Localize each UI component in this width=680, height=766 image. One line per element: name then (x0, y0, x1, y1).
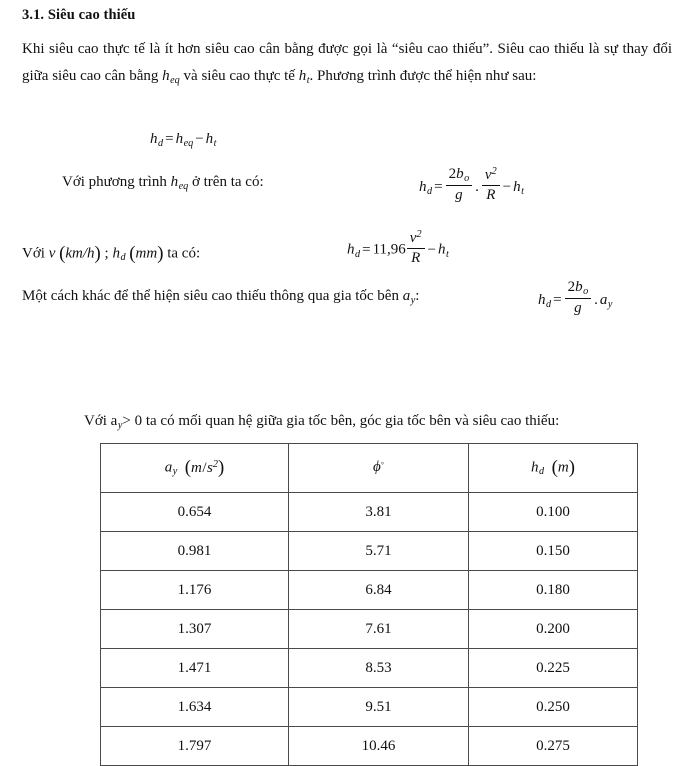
inline-math-a-y (403, 288, 416, 306)
paren-open: ( (551, 457, 558, 478)
eq2-frac1-sub-o: o (464, 172, 470, 184)
eq2-minus: − (502, 178, 512, 195)
table-header-row (101, 444, 638, 493)
voi-v-prefix: Với (22, 245, 45, 262)
cell-ay: 1.471 (101, 649, 289, 688)
cell-hd: 0.275 (469, 727, 638, 766)
cell-phi: 10.46 (289, 727, 469, 766)
unit-slash: / (82, 245, 88, 262)
unit-m: m (191, 459, 202, 476)
header-sub-y: y (172, 466, 178, 478)
paren-close: ) (217, 457, 225, 478)
caption-sub-y: y (117, 419, 123, 431)
math-var-v: v (48, 245, 56, 262)
eq3-minus: − (427, 241, 436, 258)
math-var-h: h (162, 68, 170, 84)
relationship-table (100, 443, 638, 766)
voi-v-separator: ; (104, 245, 109, 262)
eq4-lhs-var: h (538, 291, 546, 308)
inline-math-h-eq (171, 174, 189, 192)
equation-h-d-numeric (347, 228, 449, 270)
header-degree-symbol: ◦ (380, 459, 385, 470)
equation-4-math (538, 278, 613, 320)
unit-mm: mm (135, 245, 158, 262)
cell-ay: 1.307 (101, 610, 289, 649)
intro-paragraph (22, 36, 672, 94)
unit-km: km (65, 245, 83, 262)
caption-suffix: > 0 ta có mối quan hệ giữa gia tốc bên, góc gia tốc bên và siêu cao thiếu: (122, 413, 560, 429)
eq3-term-var-h: h (438, 241, 446, 258)
intro-text-part-4: . Phương trình (309, 68, 397, 84)
eq3-lhs-sub: d (355, 248, 361, 260)
eq4-frac-sub-o: o (583, 285, 589, 297)
intro-text-part-3: và siêu cao thực tế (183, 68, 295, 84)
header-var-a: a (164, 459, 173, 476)
eq2-frac1-numerator (446, 166, 473, 187)
cell-hd: 0.200 (469, 610, 638, 649)
table-header-lateral-acceleration (101, 444, 289, 493)
math-var-h: h (298, 68, 307, 84)
unit-m: m (557, 459, 569, 476)
table-row (101, 649, 638, 688)
eq4-equals: = (553, 291, 562, 308)
cell-hd: 0.180 (469, 571, 638, 610)
cell-phi: 5.71 (289, 532, 469, 571)
eq4-frac-numerator (565, 279, 592, 300)
table-header-cant-deficiency (469, 444, 638, 493)
eq2-frac2-exponent: 2 (491, 165, 497, 177)
eq3-frac-numerator (407, 229, 425, 249)
voi-v-suffix: ta có: (167, 245, 201, 262)
voi-phuong-trinh-prefix: Với phương trình (62, 174, 167, 190)
eq1-equals: = (165, 131, 174, 147)
table-row (101, 688, 638, 727)
line-voi-v-units (22, 243, 200, 265)
cell-hd: 0.100 (469, 493, 638, 532)
inline-math-h-t (299, 63, 310, 94)
eq2-frac1-coefficient: 2 (448, 165, 457, 182)
paren-open: ( (129, 243, 136, 264)
eq1-term1-var: h (175, 131, 184, 147)
equation-2-math (419, 165, 524, 207)
math-var-a: a (402, 288, 411, 304)
cell-phi: 3.81 (289, 493, 469, 532)
inline-math-h-eq (162, 63, 180, 94)
eq3-fraction-v2-over-R (407, 229, 425, 268)
eq4-frac-var-b: b (575, 278, 583, 295)
header-math-phi-degrees (373, 459, 384, 476)
math-sub-t: t (306, 74, 310, 86)
table-header-phi-angle (289, 444, 469, 493)
eq2-frac2-denominator: R (486, 187, 496, 204)
paren-open: ( (184, 457, 192, 478)
mot-cach-khac-text: Một cách khác để thể hiện siêu cao thiếu thông qua gia tốc bên (22, 288, 399, 304)
eq2-equals: = (434, 178, 443, 195)
line-voi-phuong-trinh (62, 174, 264, 192)
cell-hd: 0.250 (469, 688, 638, 727)
cell-phi: 6.84 (289, 571, 469, 610)
math-var-h: h (170, 174, 179, 190)
unit-h: h (87, 245, 95, 262)
equation-1-math (150, 131, 217, 149)
eq3-frac-exponent: 2 (416, 228, 422, 240)
intro-text-part-1: Khi siêu cao thực tế là ít hơn siêu cao cân bằng được gọi là “siêu cao thiếu”. Siêu cao (22, 41, 550, 57)
equation-h-d-definition (150, 131, 217, 149)
eq2-frac1-var-b: b (456, 165, 464, 182)
table-row (101, 493, 638, 532)
eq3-frac-var-v: v (409, 229, 417, 246)
header-math-hd-units (531, 457, 575, 479)
eq2-term-var-h: h (513, 178, 521, 195)
cell-ay: 1.176 (101, 571, 289, 610)
math-sub-eq: eq (178, 180, 189, 192)
eq1-minus: − (195, 131, 204, 147)
eq1-lhs-sub: d (158, 137, 164, 149)
header-sub-d: d (539, 466, 545, 478)
caption-prefix: Với a (84, 413, 118, 429)
eq4-frac-denominator: g (574, 300, 582, 317)
cell-phi: 9.51 (289, 688, 469, 727)
cell-ay: 0.654 (101, 493, 289, 532)
inline-math-hd-mm (112, 243, 163, 265)
header-var-h: h (531, 459, 539, 476)
math-var-h: h (112, 245, 120, 262)
eq2-lhs-var: h (419, 178, 427, 195)
cell-ay: 0.981 (101, 532, 289, 571)
eq3-lhs-var: h (347, 241, 355, 258)
unit-s-exponent: 2 (212, 458, 218, 470)
eq2-fraction-v2-over-R (482, 166, 500, 205)
table-row (101, 610, 638, 649)
cell-phi: 8.53 (289, 649, 469, 688)
eq4-term-var-a: a (599, 291, 608, 308)
cell-ay: 1.634 (101, 688, 289, 727)
cell-hd: 0.150 (469, 532, 638, 571)
eq2-frac2-var-v: v (484, 166, 492, 183)
cell-phi: 7.61 (289, 610, 469, 649)
eq1-term2-var: h (205, 131, 214, 147)
inline-math-v-km-per-h (49, 243, 101, 265)
eq2-frac1-denominator: g (455, 187, 463, 204)
eq4-term-sub-y: y (607, 298, 613, 310)
table-row (101, 727, 638, 766)
eq3-term-sub-t: t (446, 248, 449, 260)
intro-text-part-5: được thể hiện như sau: (399, 68, 537, 84)
equation-h-d-expanded (419, 165, 524, 207)
equation-h-d-lateral-accel (538, 278, 613, 320)
mot-cach-khac-colon: : (415, 288, 420, 304)
eq2-fraction-2bo-over-g (446, 166, 473, 205)
math-sub-y: y (410, 294, 416, 306)
eq3-frac-denominator: R (411, 250, 421, 267)
line-mot-cach-khac (22, 288, 419, 306)
eq2-frac2-numerator (482, 166, 500, 186)
header-unit-m-per-s2 (191, 460, 218, 476)
math-sub-eq: eq (170, 74, 180, 86)
table-row (101, 532, 638, 571)
cell-ay: 1.797 (101, 727, 289, 766)
header-var-phi: ϕ (372, 459, 381, 476)
eq4-fraction-2bo-over-g (565, 279, 592, 318)
cell-hd: 0.225 (469, 649, 638, 688)
eq1-term1-sub: eq (183, 137, 194, 149)
eq4-lhs-sub: d (546, 298, 552, 310)
voi-phuong-trinh-suffix: ở trên ta có: (191, 174, 264, 190)
eq4-frac-coefficient: 2 (567, 278, 576, 295)
header-math-ay-units (165, 457, 224, 479)
eq2-term-sub-t: t (521, 185, 524, 197)
eq1-term2-sub: t (213, 137, 217, 149)
unit-s: s (207, 459, 213, 476)
paren-close: ) (568, 457, 575, 478)
unit-slash: / (202, 459, 207, 476)
eq2-dot: . (475, 178, 479, 195)
equation-3-math (347, 228, 449, 270)
eq4-dot: . (594, 291, 598, 308)
intro-text-part-2: thiếu là sự thay đổi giữa siêu cao cân bằng (22, 41, 672, 84)
paren-close: ) (94, 243, 101, 264)
eq1-lhs-var: h (150, 131, 158, 147)
paren-close: ) (157, 243, 164, 264)
table-row (101, 571, 638, 610)
eq2-lhs-sub: d (427, 185, 433, 197)
table-caption (84, 413, 559, 431)
eq3-equals: = (362, 241, 371, 258)
paren-open: ( (59, 243, 66, 264)
section-heading: 3.1. Siêu cao thiếu (22, 7, 136, 23)
math-sub-d: d (120, 252, 126, 264)
eq3-coefficient: 11,96 (372, 241, 406, 258)
